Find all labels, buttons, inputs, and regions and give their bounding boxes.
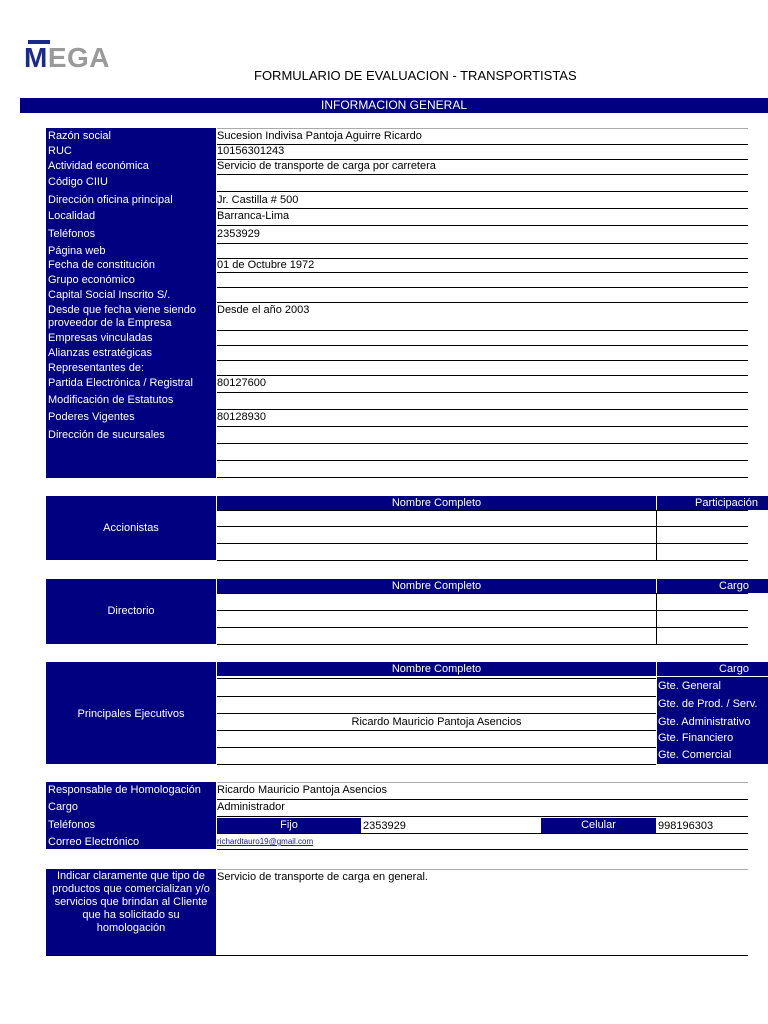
- general-label-column: [46, 128, 216, 478]
- responsable-line: [217, 833, 748, 834]
- row-line: [217, 360, 748, 361]
- row-line: [217, 443, 748, 444]
- label-correo: Correo Electrónico: [48, 836, 140, 848]
- productos-label: Indicar claramente que tipo de productos que comercializan y/o servicios que brindan al Cliente que ha solicitado su homologación: [46, 869, 216, 955]
- label-telefonos-resp: Teléfonos: [48, 819, 96, 831]
- ejecutivos-line: [217, 764, 656, 765]
- responsable-line: [217, 849, 748, 850]
- value-localidad: Barranca-Lima: [217, 210, 290, 222]
- accionistas-line: [217, 543, 748, 544]
- value-actividad: Servicio de transporte de carga por carretera: [217, 160, 436, 172]
- value-cargo: Administrador: [217, 801, 285, 813]
- value-productos: Servicio de transporte de carga en general.: [217, 871, 428, 883]
- directorio-col-divider: [656, 593, 657, 644]
- row-line: [217, 128, 748, 129]
- row-line: [217, 208, 748, 209]
- cargo-gte-prod: Gte. de Prod. / Serv.: [658, 698, 758, 710]
- cargo-gte-administrativo: Gte. Administrativo: [658, 716, 751, 728]
- value-telefonos: 2353929: [217, 228, 260, 240]
- label-grupo-economico: Grupo económico: [48, 274, 135, 286]
- label-capital-social: Capital Social Inscrito S/.: [48, 289, 171, 301]
- label-fecha-constitucion: Fecha de constitución: [48, 259, 156, 271]
- responsable-line: [217, 782, 748, 783]
- responsable-line: [217, 816, 748, 817]
- label-desde-fecha: Desde que fecha viene siendo: [48, 304, 196, 316]
- label-ciiu: Código CIIU: [48, 176, 108, 188]
- row-line: [217, 174, 748, 175]
- value-direccion: Jr. Castilla # 500: [217, 194, 299, 206]
- row-line: [217, 375, 748, 376]
- ejecutivos-line: [217, 747, 656, 748]
- ejecutivos-line: [217, 696, 656, 697]
- ejecutivos-line: [217, 730, 656, 731]
- accionistas-line: [217, 510, 748, 511]
- section-band-general: INFORMACION GENERAL: [20, 98, 768, 113]
- value-poderes: 80128930: [217, 411, 266, 423]
- value-fecha-constitucion: 01 de Octubre 1972: [217, 259, 315, 271]
- label-ruc: RUC: [48, 145, 72, 157]
- productos-line: [46, 955, 748, 956]
- accionistas-header-participacion: Participación: [657, 496, 768, 510]
- directorio-label: Directorio: [46, 579, 216, 644]
- ejecutivos-header-nombre: Nombre Completo: [217, 662, 656, 676]
- fijo-label: Fijo: [217, 818, 361, 833]
- row-line: [217, 302, 748, 303]
- row-line: [217, 460, 748, 461]
- row-line: [217, 225, 748, 226]
- form-title: FORMULARIO DE EVALUACION - TRANSPORTISTAS: [254, 68, 577, 83]
- row-line: [217, 409, 748, 410]
- row-line: [217, 159, 748, 160]
- ejecutivos-header-cargo: Cargo: [657, 662, 768, 676]
- value-fijo: 2353929: [363, 820, 406, 832]
- label-pagina-web: Página web: [48, 245, 106, 257]
- ejecutivos-cargo-column: [657, 677, 768, 764]
- cargo-gte-general: Gte. General: [658, 680, 721, 692]
- row-line: [217, 144, 748, 145]
- label-modificacion: Modificación de Estatutos: [48, 394, 174, 406]
- accionistas-label: Accionistas: [46, 496, 216, 560]
- directorio-line: [217, 627, 748, 628]
- label-alianzas: Alianzas estratégicas: [48, 347, 152, 359]
- value-razon-social: Sucesion Indivisa Pantoja Aguirre Ricardo: [217, 130, 422, 142]
- ejecutivos-line: [217, 713, 656, 714]
- row-line: [217, 243, 748, 244]
- directorio-header-cargo: Cargo: [657, 579, 768, 593]
- row-line: [217, 272, 748, 273]
- value-correo-link[interactable]: richardtauro19@gmail.com: [217, 837, 314, 846]
- row-line: [217, 258, 748, 259]
- row-line: [217, 392, 748, 393]
- cargo-gte-financiero: Gte. Financiero: [658, 732, 734, 744]
- value-responsable: Ricardo Mauricio Pantoja Asencios: [217, 784, 387, 796]
- directorio-line: [217, 610, 748, 611]
- label-cargo: Cargo: [48, 801, 78, 813]
- accionistas-line: [217, 526, 748, 527]
- accionistas-line: [217, 560, 748, 561]
- label-partida: Partida Electrónica / Registral: [48, 377, 193, 389]
- productos-line: [217, 869, 748, 870]
- row-line: [217, 345, 748, 346]
- accionistas-col-divider: [656, 510, 657, 560]
- directorio-line: [217, 644, 748, 645]
- accionistas-header-nombre: Nombre Completo: [217, 496, 656, 510]
- directorio-header-nombre: Nombre Completo: [217, 579, 656, 593]
- label-empresas-vinculadas: Empresas vinculadas: [48, 332, 153, 344]
- row-line: [217, 477, 748, 478]
- label-localidad: Localidad: [48, 210, 96, 222]
- value-desde-fecha: Desde el año 2003: [217, 304, 310, 316]
- label-poderes: Poderes Vigentes: [48, 411, 135, 423]
- label-direccion: Dirección oficina principal: [48, 194, 173, 206]
- cargo-gte-comercial: Gte. Comercial: [658, 749, 732, 761]
- value-partida: 80127600: [217, 377, 266, 389]
- row-line: [217, 426, 748, 427]
- celular-label: Celular: [541, 818, 656, 833]
- value-ruc: 10156301243: [217, 145, 285, 157]
- label-sucursales: Dirección de sucursales: [48, 429, 165, 441]
- label-telefonos: Teléfonos: [48, 228, 96, 240]
- label-actividad: Actividad económica: [48, 160, 149, 172]
- label-razon-social: Razón social: [48, 130, 111, 142]
- responsable-line: [217, 799, 748, 800]
- logo-text: MEGA: [24, 42, 111, 73]
- label-responsable: Responsable de Homologación: [48, 784, 201, 796]
- label-representantes: Representantes de:: [48, 362, 145, 374]
- ejecutivos-label: Principales Ejecutivos: [46, 662, 216, 764]
- label-desde-fecha-2: proveedor de la Empresa: [48, 317, 172, 329]
- responsable-label-column: [46, 782, 216, 849]
- ejecutivos-line: [217, 678, 656, 679]
- directorio-line: [217, 593, 748, 594]
- ejecutivo-nombre: Ricardo Mauricio Pantoja Asencios: [351, 716, 522, 728]
- row-line: [217, 330, 748, 331]
- value-celular: 998196303: [658, 820, 714, 832]
- row-line: [217, 287, 748, 288]
- row-line: [217, 191, 748, 192]
